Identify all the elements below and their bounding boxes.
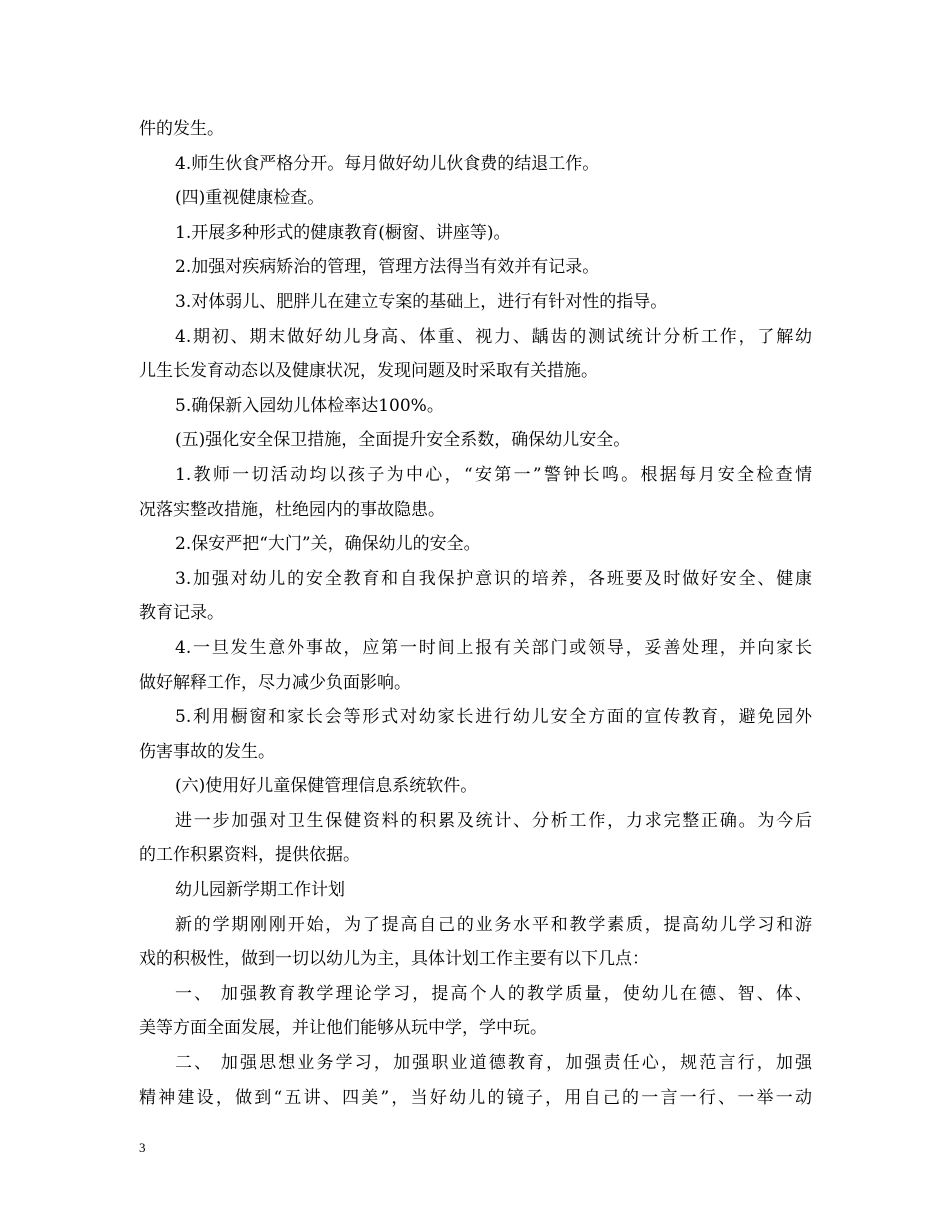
section-heading: (五)强化安全保卫措施，全面提升安全系数，确保幼儿安全。 bbox=[175, 430, 631, 451]
text-line: 5.利用橱窗和家长会等形式对幼家长进行幼儿安全方面的宣传教育，避免园外 bbox=[175, 707, 812, 728]
text-line: 4.一旦发生意外事故，应第一时间上报有关部门或领导，妥善处理，并向家长 bbox=[175, 637, 812, 658]
text-line: 精神建设，做到“五讲、四美”，当好幼儿的镜子，用自己的一言一行、一举一动 bbox=[139, 1087, 812, 1108]
text-line: 3.加强对幼儿的安全教育和自我保护意识的培养，各班要及时做好安全、健康 bbox=[175, 568, 812, 589]
document-body bbox=[139, 112, 812, 1115]
text-line: 二、 加强思想业务学习，加强职业道德教育，加强责任心，规范言行，加强 bbox=[175, 1053, 812, 1074]
text-line: 伤害事故的发生。 bbox=[139, 741, 275, 762]
text-line: 一、 加强教育教学理论学习，提高个人的教学质量，使幼儿在德、智、体、 bbox=[175, 983, 812, 1004]
text-line: 况落实整改措施，杜绝园内的事故隐患。 bbox=[139, 499, 445, 520]
text-line: 1.教师一切活动均以孩子为中心，“安第一”警钟长鸣。根据每月安全检查情 bbox=[175, 464, 812, 485]
document-title: 幼儿园新学期工作计划 bbox=[175, 880, 345, 901]
text-line: 1.开展多种形式的健康教育(橱窗、讲座等)。 bbox=[175, 222, 511, 243]
text-line: 的工作积累资料，提供依据。 bbox=[139, 845, 360, 866]
page-number: 3 bbox=[139, 1140, 146, 1155]
text-line: 5.确保新入园幼儿体检率达100%。 bbox=[175, 395, 444, 416]
text-line: 美等方面全面发展，并让他们能够从玩中学，学中玩。 bbox=[139, 1018, 547, 1039]
text-line: 3.对体弱儿、肥胖儿在建立专案的基础上，进行有针对性的指导。 bbox=[175, 291, 668, 312]
text-line: 儿生长发育动态以及健康状况，发现问题及时采取有关措施。 bbox=[139, 361, 598, 382]
text-line: 进一步加强对卫生保健资料的积累及统计、分析工作，力求完整正确。为今后 bbox=[175, 810, 812, 831]
text-line: 4.师生伙食严格分开。每月做好幼儿伙食费的结退工作。 bbox=[175, 153, 600, 174]
text-line: 做好解释工作，尽力减少负面影响。 bbox=[139, 672, 411, 693]
text-line: 教育记录。 bbox=[139, 603, 224, 624]
text-line: 4.期初、期末做好幼儿身高、体重、视力、龋齿的测试统计分析工作，了解幼 bbox=[175, 326, 812, 347]
text-line: 2.保安严把“大门”关，确保幼儿的安全。 bbox=[175, 534, 481, 555]
text-line: 新的学期刚刚开始，为了提高自己的业务水平和教学素质，提高幼儿学习和游 bbox=[175, 914, 812, 935]
section-heading: (六)使用好儿童保健管理信息系统软件。 bbox=[175, 776, 478, 797]
text-line: 件的发生。 bbox=[139, 119, 224, 139]
text-line: 戏的积极性，做到一切以幼儿为主，具体计划工作主要有以下几点： bbox=[139, 949, 649, 970]
text-line: 2.加强对疾病矫治的管理，管理方法得当有效并有记录。 bbox=[175, 257, 600, 278]
section-heading: (四)重视健康检查。 bbox=[175, 188, 325, 209]
